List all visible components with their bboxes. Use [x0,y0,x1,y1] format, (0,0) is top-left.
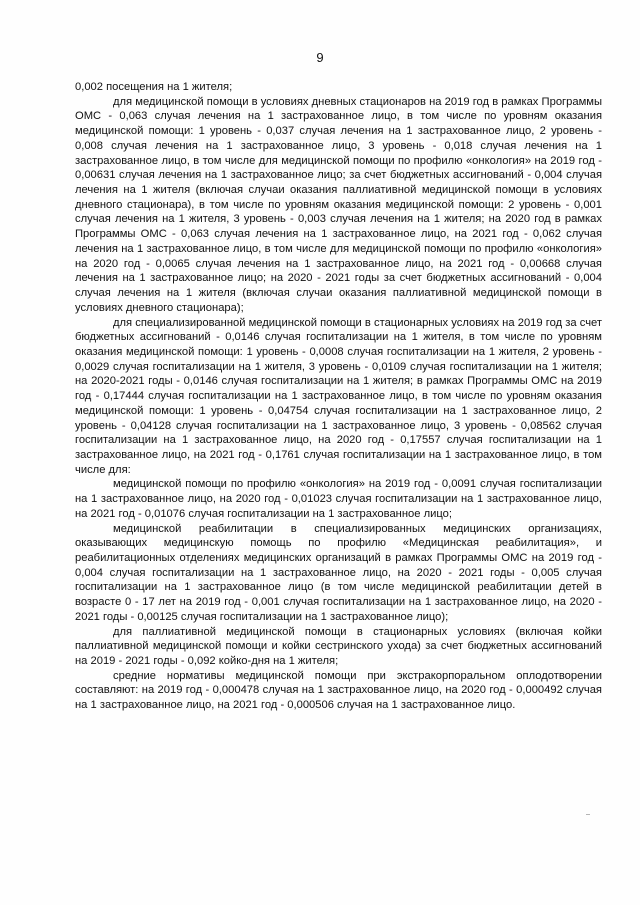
paragraph: средние нормативы медицинской помощи при экстракорпоральном оплодотворении составляют: на 2019 год - 0,000478 случая на 1 застрахованное лицо, на 2020 год - 0,000492 случая на 1 застрахованное лицо, на 2021 год - 0,000506 случая на 1 застрахованное лицо. [75,669,602,712]
scan-speck [586,814,590,815]
paragraph: 0,002 посещения на 1 жителя; [75,81,233,93]
paragraph: для специализированной медицинской помощи в стационарных условиях на 2019 год за счет бюджетных ассигнований - 0,0146 случая госпитализации на 1 жителя, в том числе по уровням оказания медицинской помощи: 1 уровень - 0,0008 случая госпитализации на 1 жителя, 2 уровень - 0,0029 случая госпитализации на 1 жителя, 3 уровень - 0,0109 случая госпитализации на 1 жителя; на 2020-2021 годы - 0,0146 случая госпитализации на 1 жителя; в рамках Программы ОМС на 2019 год - 0,17444 случая госпитализации на 1 застрахованное лицо, в том числе по уровням оказания медицинской помощи: 1 уровень - 0,04754 случая госпитализации на 1 застрахованное лицо, 2 уровень - 0,04128 случая госпитализации на 1 застрахованное лицо, 3 уровень - 0,08562 случая госпитализации на 1 застрахованное лицо, на 2020 год - 0,17557 случая госпитализации на 1 застрахованное лицо, на 2021 год - 0,1761 случая госпитализации на 1 застрахованное лицо, в том числе для: [75,316,602,476]
body-text [75,80,602,713]
paragraph: медицинской помощи по профилю «онкология» на 2019 год - 0,0091 случая госпитализации на 1 застрахованное лицо, на 2020 год - 0,01023 случая госпитализации на 1 застрахованное лицо, на 2021 год - 0,01076 случая госпитализации на 1 застрахованное лицо; [75,478,602,520]
paragraph: для паллиативной медицинской помощи в стационарных условиях (включая койки паллиативной медицинской помощи и койки сестринского ухода) за счет бюджетных ассигнований на 2019 - 2021 годы - 0,092 койко-дня на 1 жителя; [75,625,602,668]
paragraph: медицинской реабилитации в специализированных медицинских организациях, оказывающих медицинскую помощь по профилю «Медицинская реабилитация», и реабилитационных отделениях медицинских организаций в рамках Программы ОМС на 2019 год - 0,004 случая госпитализации на 1 застрахованное лицо, на 2020 - 2021 годы - 0,005 случая госпитализации на 1 застрахованное лицо (в том числе медицинской реабилитации детей в возрасте 0 - 17 лет на 2019 год - 0,001 случая госпитализации на 1 застрахованное лицо, на 2020 - 2021 годы - 0,00125 случая госпитализации на 1 застрахованное лицо); [75,522,602,623]
page-number: 9 [316,50,324,65]
paragraph: для медицинской помощи в условиях дневных стационаров на 2019 год в рамках Программы ОМС - 0,063 случая лечения на 1 застрахованное лицо, в том числе по уровням оказания медицинской помощи: 1 уровень - 0,037 случая лечения на 1 застрахованное лицо, 2 уровень - 0,008 случая лечения на 1 застрахованное лицо, 3 уровень - 0,018 случая лечения на 1 застрахованное лицо, в том числе для медицинской помощи по профилю «онкология» на 2019 год - 0,00631 случая лечения на 1 застрахованное лицо; за счет бюджетных ассигнований - 0,004 случая лечения на 1 жителя (включая случаи оказания паллиативной медицинской помощи в условиях дневного стационара), в том числе по уровням оказания медицинской помощи: 2 уровень - 0,001 случая лечения на 1 жителя, 3 уровень - 0,003 случая лечения на 1 жителя; на 2020 год в рамках Программы ОМС - 0,063 случая лечения на 1 застрахованное лицо, на 2021 год - 0,062 случая лечения на 1 застрахованное лицо, в том числе для медицинской помощи по профилю «онкология» на 2020 год - 0,0065 случая лечения на 1 застрахованное лицо, на 2021 год - 0,00668 случая лечения на 1 застрахованное лицо; на 2020 - 2021 годы за счет бюджетных ассигнований - 0,004 случая лечения на 1 жителя (включая случаи оказания паллиативной медицинской помощи в условиях дневного стационара); [75,95,602,314]
